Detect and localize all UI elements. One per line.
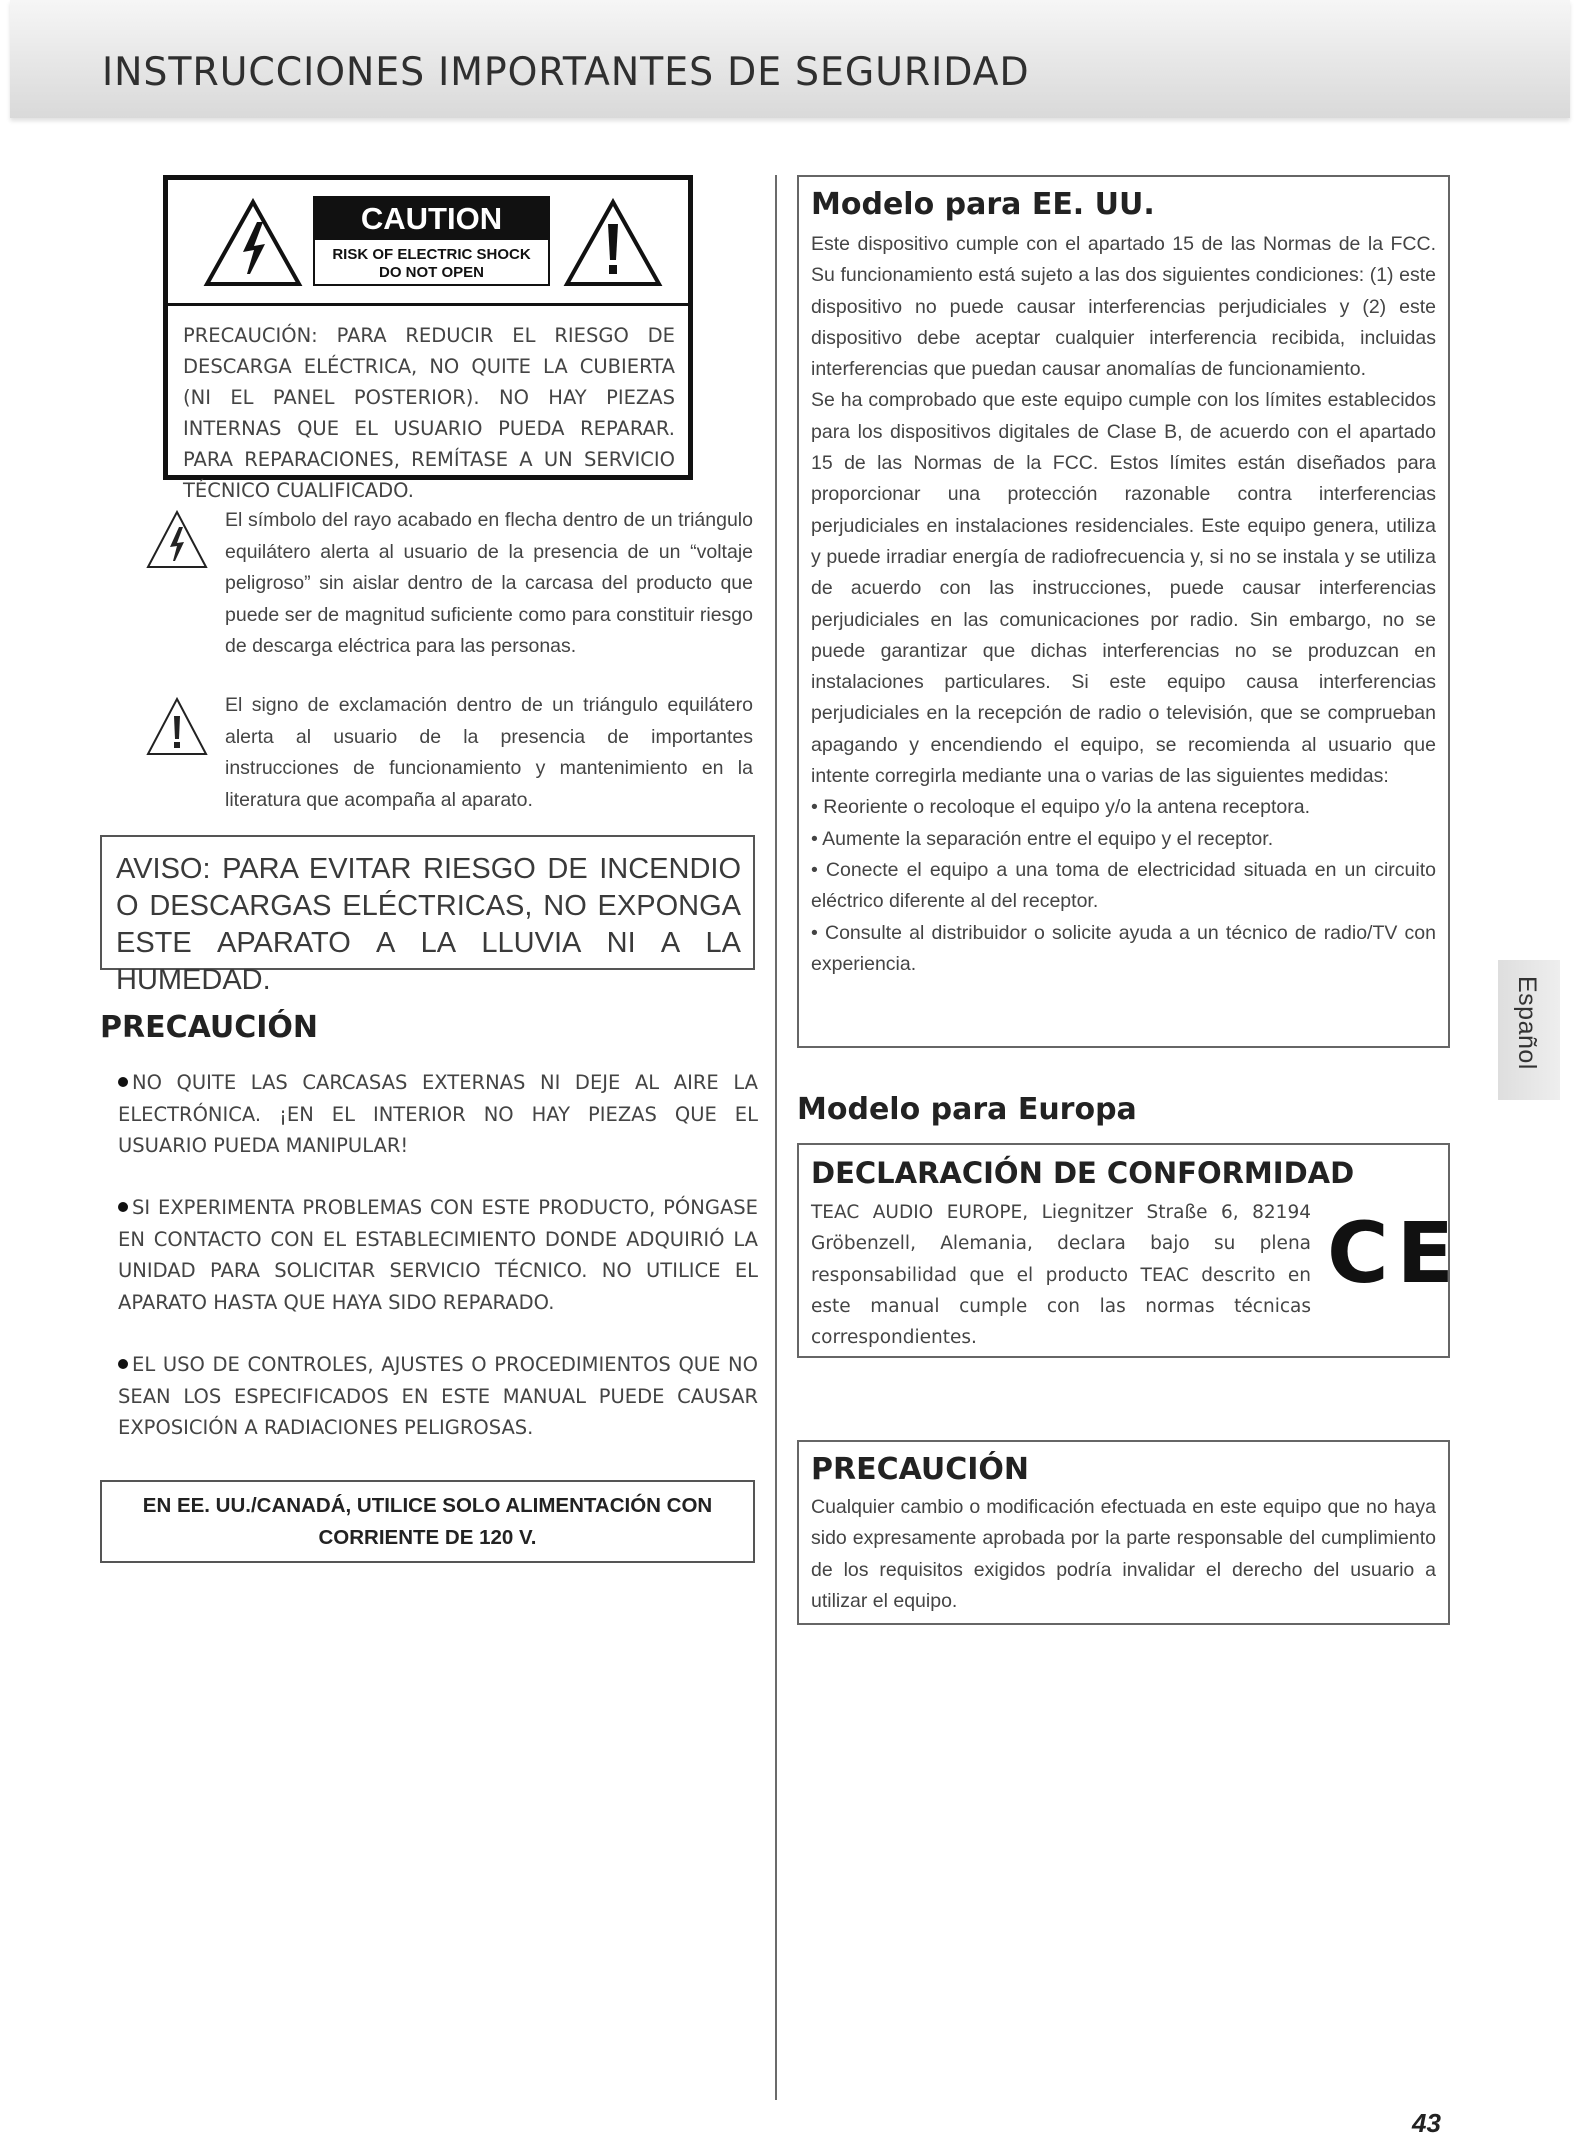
precaucion-item-1 — [118, 1067, 758, 1162]
lightning-warning-icon — [203, 198, 303, 288]
bullet-dot-icon — [118, 1077, 128, 1087]
usa-measure-2: • Aumente la separación entre el equipo y el receptor. — [811, 827, 1274, 850]
ce-mark-logo: CE — [1327, 1204, 1463, 1302]
precaucion-right-text: Cualquier cambio o modificación efectuada en este equipo que no haya sido expresamente aprobada por la parte responsable del cumplimiento de los requisitos exigidos podría invalidar el derecho del usuario a utilizar el equipo. — [811, 1496, 1436, 1612]
page-title: INSTRUCCIONES IMPORTANTES DE SEGURIDAD — [102, 50, 1030, 95]
page-number: 43 — [1412, 2108, 1441, 2138]
language-tab — [1498, 960, 1560, 1100]
precaucion-right-box — [797, 1440, 1450, 1625]
precaucion-item-2 — [118, 1192, 758, 1318]
caution-box — [163, 175, 693, 502]
usa-model-p1: Este dispositivo cumple con el apartado 15 de las Normas de la FCC. Su funcionamiento está sujeto a las dos siguientes condiciones: (1) este dispositivo no puede causar interferencias perjudiciales y (2) este dispositivo debe aceptar cualquier interferencia recibida, incluidas interferencias que puedan causar anomalías de funcionamiento. — [811, 233, 1436, 381]
exclamation-warning-icon — [563, 198, 663, 288]
usa-model-p2: Se ha comprobado que este equipo cumple con los límites establecidos para los dispositivos digitales de Clase B, de acuerdo con el apartado 15 de las Normas de la FCC. Estos límites están diseñados para proporcionar una protección razonable contra interferencias perjudiciales en instalaciones residenciales. Este equipo genera, utiliza y puede irradiar energía de radiofrecuencia y, si no se instala y se utiliza de acuerdo con las instrucciones, puede causar interferencias perjudiciales en las comunicaciones por radio. Sin embargo, no se puede garantizar que dichas interferencias no se produzcan en instalaciones particulares. Si este equipo causa interferencias perjudiciales en la recepción de radio o televisión, que se comprueban apagando y encendiendo el equipo, se recomienda al usuario que intente corregirla mediante una o varias de las siguientes medidas: — [811, 389, 1436, 788]
usa-model-title: Modelo para EE. UU. — [811, 187, 1155, 222]
declaration-box — [797, 1143, 1463, 1358]
precaucion-left-title: PRECAUCIÓN — [100, 1010, 319, 1045]
usa-measure-4: • Consulte al distribuidor o solicite ayuda a un técnico de radio/TV con experiencia. — [811, 921, 1436, 975]
caution-text: PRECAUCIÓN: PARA REDUCIR EL RIESGO DE DESCARGA ELÉCTRICA, NO QUITE LA CUBIERTA (NI EL PANEL POSTERIOR). NO HAY PIEZAS INTERNAS QUE EL USUARIO PUEDA REPARAR. PARA REPARACIONES, REMÍTASE A UN SERVICIO TÉCNICO CUALIFICADO. — [183, 324, 675, 502]
usa-measure-3: • Conecte el equipo a una toma de electricidad situada en un circuito eléctrico diferente al del receptor. — [811, 858, 1436, 913]
usa-model-box — [797, 175, 1450, 1048]
language-tab-label: Español — [1513, 976, 1541, 1070]
precaucion-item-3 — [118, 1349, 758, 1444]
us-power-box — [100, 1480, 755, 1563]
lightning-symbol-explanation — [145, 505, 755, 665]
exclamation-triangle-icon — [145, 696, 209, 758]
us-power-line2: CORRIENTE DE 120 V. — [318, 1526, 537, 1549]
caution-label — [313, 196, 550, 286]
page-header — [10, 0, 1570, 118]
aviso-text: AVISO: PARA EVITAR RIESGO DE INCENDIO O DESCARGAS ELÉCTRICAS, NO EXPONGA ESTE APARATO A LA LLUVIA NI A LA HUMEDAD. — [116, 853, 741, 996]
precaucion-right-title: PRECAUCIÓN — [811, 1452, 1030, 1487]
precaucion-item-3-text: EL USO DE CONTROLES, AJUSTES O PROCEDIMIENTOS QUE NO SEAN LOS ESPECIFICADOS EN ESTE MANUAL PUEDE CAUSAR EXPOSICIÓN A RADIACIONES PELIGROSAS. — [118, 1353, 758, 1439]
caution-label-row — [168, 180, 688, 306]
usa-measure-1: • Reoriente o recoloque el equipo y/o la antena receptora. — [811, 796, 1310, 819]
europe-model-title: Modelo para Europa — [797, 1092, 1137, 1127]
exclamation-symbol-text: El signo de exclamación dentro de un triángulo equilátero alerta al usuario de la presencia de importantes instrucciones de funcionamiento y mantenimiento en la literatura que acompaña al aparato. — [225, 694, 753, 811]
precaucion-item-1-text: NO QUITE LAS CARCASAS EXTERNAS NI DEJE AL AIRE LA ELECTRÓNICA. ¡EN EL INTERIOR NO HAY PIEZAS QUE EL USUARIO PUEDA MANIPULAR! — [118, 1071, 758, 1157]
precaucion-item-2-text: SI EXPERIMENTA PROBLEMAS CON ESTE PRODUCTO, PÓNGASE EN CONTACTO CON EL ESTABLECIMIENTO DONDE ADQUIRIÓ LA UNIDAD PARA SOLICITAR SERVICIO TÉCNICO. NO UTILICE EL APARATO HASTA QUE HAYA SIDO REPARADO. — [118, 1196, 758, 1314]
declaration-title: DECLARACIÓN DE CONFORMIDAD — [811, 1156, 1355, 1190]
bullet-dot-icon — [118, 1359, 128, 1369]
exclamation-symbol-explanation — [145, 690, 755, 820]
us-power-line1: EN EE. UU./CANADÁ, UTILICE SOLO ALIMENTACIÓN CON — [142, 1494, 713, 1517]
caution-label-line2: DO NOT OPEN — [378, 264, 484, 281]
lightning-symbol-text: El símbolo del rayo acabado en flecha dentro de un triángulo equilátero alerta al usuario de la presencia de un “voltaje peligroso” sin aislar dentro de la carcasa del producto que puede ser de magnitud suficiente como para constituir riesgo de descarga eléctrica para las personas. — [225, 509, 753, 657]
aviso-box — [100, 835, 755, 996]
lightning-triangle-icon — [145, 509, 209, 571]
declaration-text: TEAC AUDIO EUROPE, Liegnitzer Straße 6, 82194 Gröbenzell, Alemania, declara bajo su plena responsabilidad que el producto TEAC descrito en este manual cumple con las normas técnicas correspondientes. — [811, 1202, 1311, 1349]
caution-label-title: CAUTION — [315, 198, 548, 240]
column-divider — [775, 175, 777, 2100]
bullet-dot-icon — [118, 1202, 128, 1212]
caution-label-line1: RISK OF ELECTRIC SHOCK — [332, 246, 531, 263]
